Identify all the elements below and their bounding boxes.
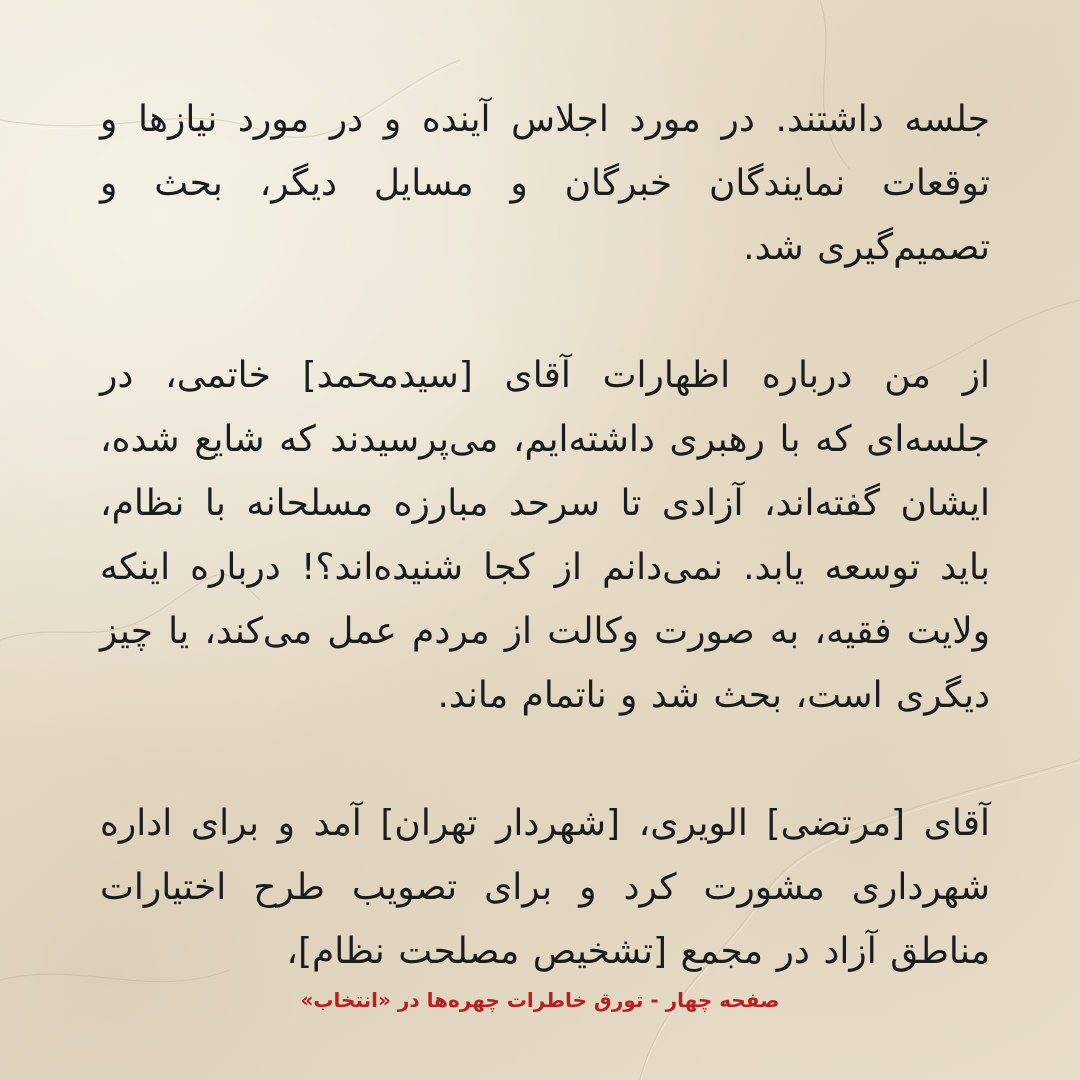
page-footer-caption: صفحه چهار - تورق خاطرات چهره‌ها در «انتخاب» xyxy=(300,988,780,1012)
paragraph-2: از من درباره اظهارات آقای [سیدمحمد] خاتمی، در جلسه‌ای که با رهبری داشته‌ایم، می‌پرسیدند که شایع شده، ایشان گفته‌اند، آزادی تا سرحد مبارزه مسلحانه با نظام، باید توسعه یابد. نمی‌دانم از کجا شنیده‌اند؟! درباره اینکه ولایت فقیه، به صورت وکالت از مردم عمل می‌کند، یا چیز دیگری است، بحث شد و ناتمام ماند. xyxy=(100,355,990,716)
paragraph-3: آقای [مرتضی] الویری، [شهردار تهران] آمد و برای اداره شهرداری مشورت کرد و برای تصویب طرح اختیارات مناطق آزاد در مجمع [تشخیص مصلحت نظام]، xyxy=(100,803,990,972)
paragraph-1: جلسه داشتند. در مورد اجلاس آینده و در مورد نیازها و توقعات نمایندگان خبرگان و مسایل دیگر، بحث و تصمیم‌گیری شد. xyxy=(100,99,990,268)
page-body xyxy=(100,88,990,988)
